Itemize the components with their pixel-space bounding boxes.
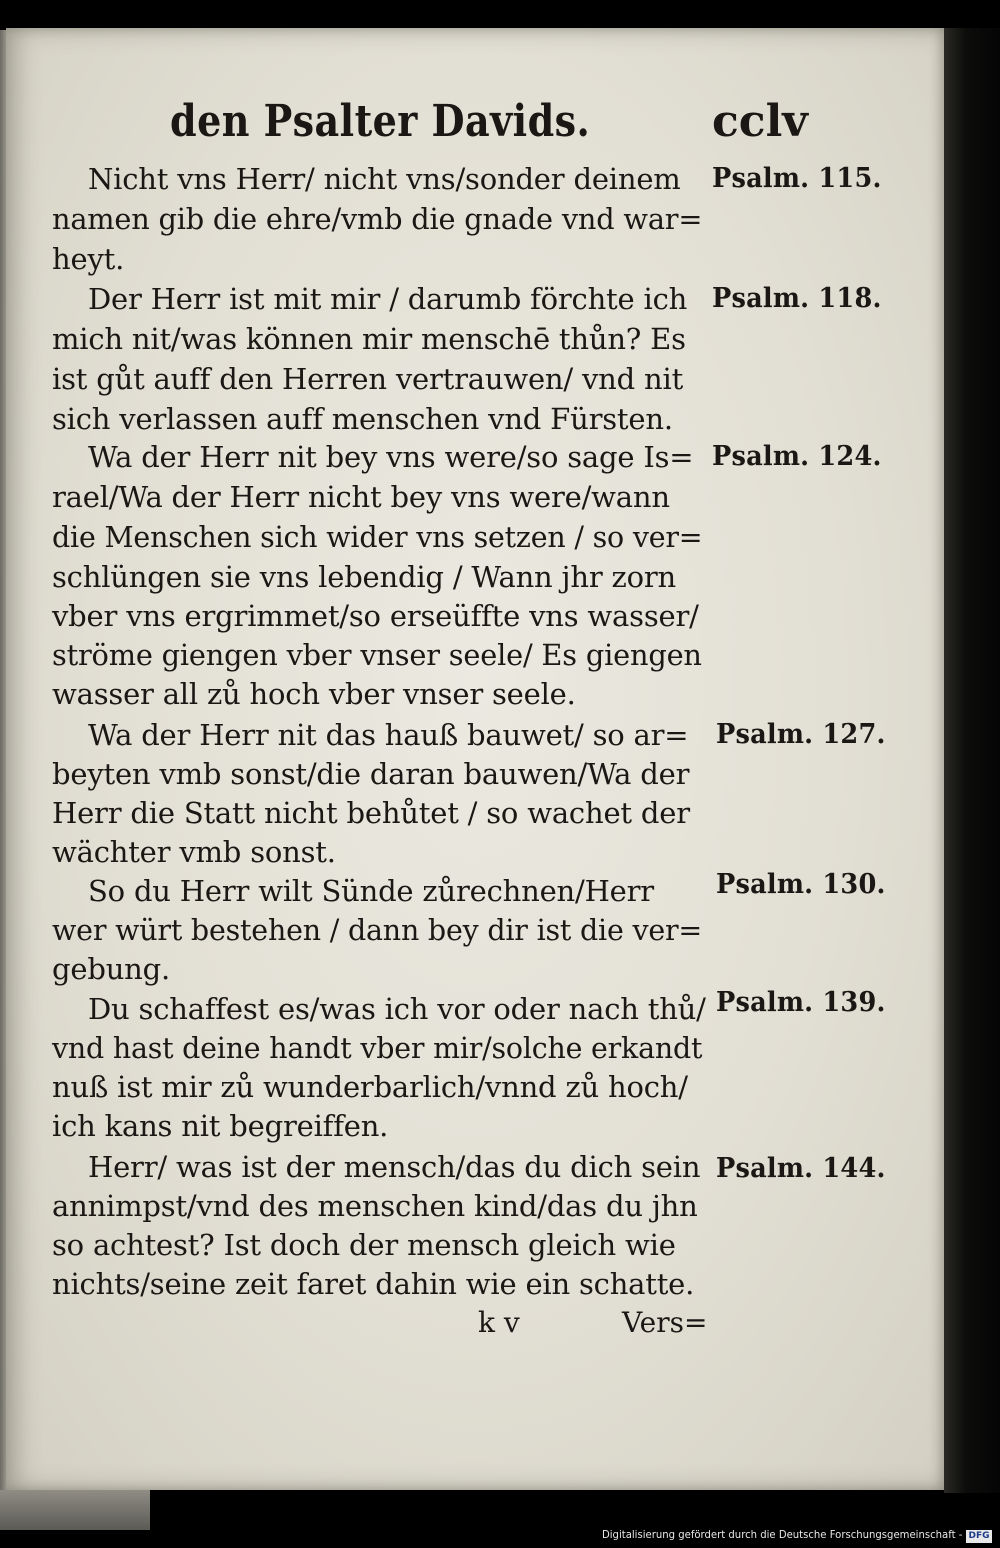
text-line: ströme giengen vber vnser seele/ Es giengen: [52, 638, 702, 672]
text-line: heyt.: [52, 242, 125, 276]
text-line: nuß ist mir zů wunderbarlich/vnnd zů hoch/: [52, 1070, 688, 1104]
text-line: ist gůt auff den Herren vertrauwen/ vnd nit: [52, 362, 684, 396]
book-edge-bottom: [0, 1490, 150, 1530]
text-line: wächter vmb sonst.: [52, 835, 336, 869]
margin-reference: Psalm. 127.: [716, 719, 886, 750]
text-line: Herr die Statt nicht behůtet / so wachet der: [52, 796, 690, 830]
text-line: annimpst/vnd des menschen kind/das du jhn: [52, 1189, 698, 1223]
text-line: rael/Wa der Herr nicht bey vns were/wann: [52, 480, 670, 514]
margin-reference: Psalm. 118.: [712, 283, 882, 314]
text-line: Nicht vns Herr/ nicht vns/sonder deinem: [88, 162, 681, 196]
margin-reference: Psalm. 130.: [716, 869, 886, 900]
text-line: Der Herr ist mit mir / darumb förchte ich: [88, 282, 688, 316]
margin-reference: Psalm. 124.: [712, 441, 882, 472]
margin-reference: Psalm. 144.: [716, 1153, 886, 1184]
text-line: namen gib die ehre/vmb die gnade vnd war=: [52, 202, 703, 236]
text-line: so achtest? Ist doch der mensch gleich wie: [52, 1228, 676, 1262]
text-line: wasser all zů hoch vber vnser seele.: [52, 677, 576, 711]
text-line: Du schaffest es/was ich vor oder nach thů/: [88, 992, 706, 1026]
book-gutter-shadow: [944, 28, 1000, 1493]
text-line: wer würt bestehen / dann bey dir ist die ver=: [52, 913, 703, 947]
text-line: vnd hast deine handt vber mir/solche erkandt: [52, 1031, 703, 1065]
signature-mark: k v: [478, 1306, 520, 1339]
text-line: vber vns ergrimmet/so erseüffte vns wasser/: [52, 599, 699, 633]
text-line: schlüngen sie vns lebendig / Wann jhr zorn: [52, 560, 676, 594]
text-line: ich kans nit begreiffen.: [52, 1109, 389, 1143]
folio-number: cclv: [712, 96, 808, 147]
text-line: So du Herr wilt Sünde zůrechnen/Herr: [88, 874, 654, 908]
text-line: gebung.: [52, 952, 171, 986]
margin-reference: Psalm. 139.: [716, 987, 886, 1018]
text-line: Herr/ was ist der mensch/das du dich sein: [88, 1150, 701, 1184]
text-line: Wa der Herr nit das hauß bauwet/ so ar=: [88, 718, 689, 752]
text-line: mich nit/was können mir menschē thůn? Es: [52, 322, 686, 356]
text-line: beyten vmb sonst/die daran bauwen/Wa der: [52, 757, 690, 791]
margin-reference: Psalm. 115.: [712, 163, 882, 194]
text-line: nichts/seine zeit faret dahin wie ein schatte.: [52, 1267, 695, 1301]
digitization-credit: Digitalisierung gefördert durch die Deutsche Forschungsgemeinschaft -: [602, 1528, 963, 1541]
text-line: sich verlassen auff menschen vnd Fürsten.: [52, 402, 673, 436]
catchword: Vers=: [622, 1306, 708, 1339]
dfg-logo: DFG: [966, 1530, 992, 1543]
text-line: Wa der Herr nit bey vns were/so sage Is=: [88, 440, 694, 474]
running-head: den Psalter Davids.: [170, 96, 591, 147]
text-line: die Menschen sich wider vns setzen / so ver=: [52, 520, 703, 554]
